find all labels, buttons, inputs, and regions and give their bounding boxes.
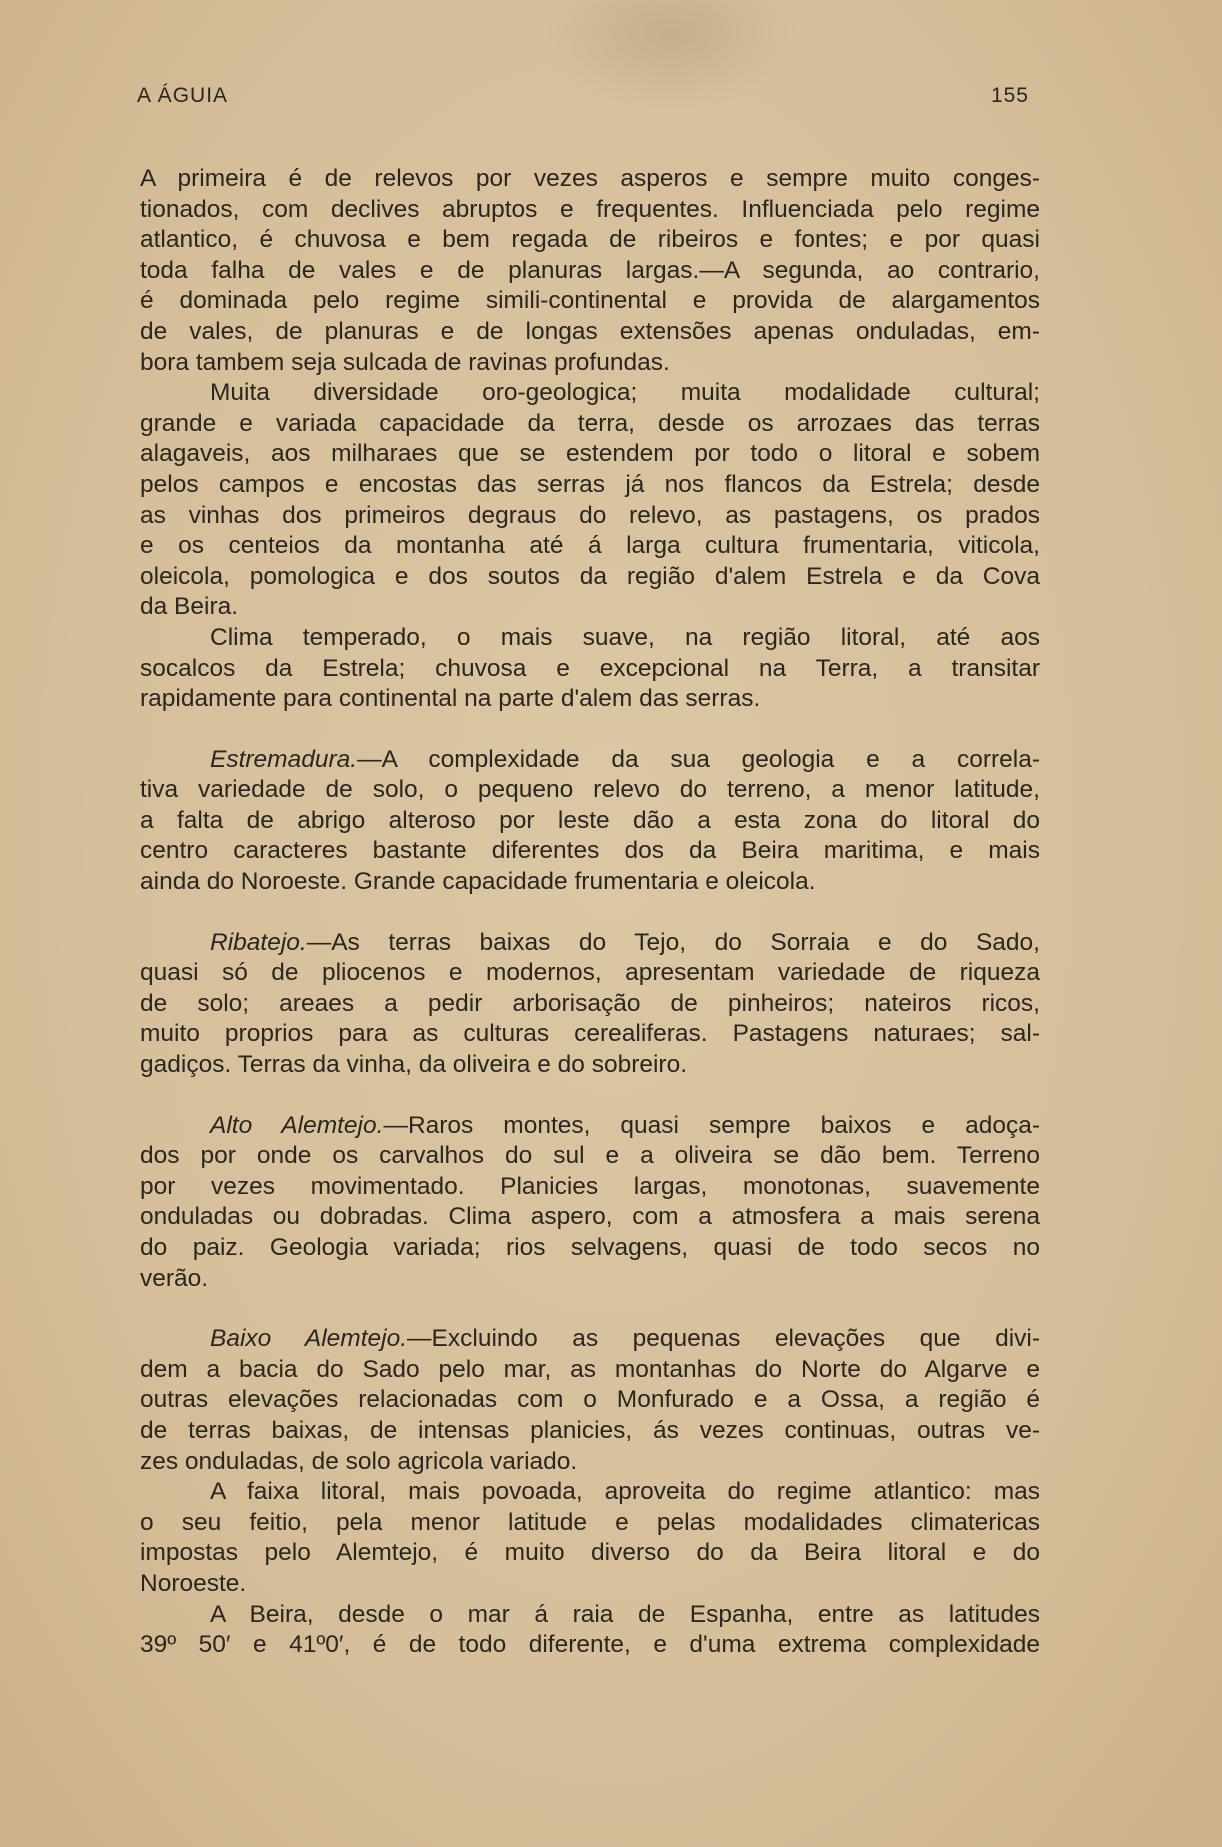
- text-line: pelos campos e encostas das serras já nos flancos da Estrela; desde: [140, 470, 1040, 498]
- section-term: Estremadura.: [210, 745, 358, 773]
- text-line: rapidamente para continental na parte d'alem das serras.: [140, 685, 761, 713]
- section-term: Ribatejo.: [210, 928, 307, 956]
- running-header: [137, 84, 1029, 114]
- text-line: dem a bacia do Sado pelo mar, as montanhas do Norte do Algarve e: [140, 1355, 1040, 1383]
- text-line: A primeira é de relevos por vezes asperos e sempre muito conges-: [140, 165, 1040, 192]
- text-line: tionados, com declives abruptos e frequentes. Influenciada pelo regime: [140, 195, 1040, 223]
- text-line: verão.: [140, 1264, 209, 1292]
- text-line: é dominada pelo regime simili-continental e provida de alargamentos: [140, 287, 1040, 315]
- text-line: [140, 745, 1040, 776]
- text-line: ainda do Noroeste. Grande capacidade frumentaria e oleicola.: [140, 868, 816, 896]
- paragraph-gap: [140, 1081, 1040, 1111]
- text-line: de terras baixas, de intensas planicies, ás vezes continuas, outras ve-: [140, 1416, 1040, 1444]
- text-line: oleicola, pomologica e dos soutos da região d'alem Estrela e da Cova: [140, 562, 1040, 590]
- text-line: [140, 1111, 1040, 1142]
- text-line: as vinhas dos primeiros degraus do relevo, as pastagens, os prados: [140, 501, 1040, 529]
- text-line: Noroeste.: [140, 1569, 247, 1597]
- text-line: grande e variada capacidade da terra, desde os arrozaes das terras: [140, 409, 1040, 437]
- journal-title: A ÁGUIA: [137, 84, 229, 107]
- text-line: quasi só de pliocenos e modernos, apresentam variedade de riqueza: [140, 959, 1040, 987]
- text-line: Muita diversidade oro-geologica; muita modalidade cultural;: [210, 379, 1040, 407]
- line-text: —Excluindo as pequenas elevações que divi-: [407, 1325, 1041, 1353]
- text-line: muito proprios para as culturas cerealiferas. Pastagens naturaes; sal-: [140, 1020, 1040, 1048]
- section-term: Alto Alemtejo.: [210, 1111, 384, 1139]
- text-line: Clima temperado, o mais suave, na região litoral, até aos: [210, 623, 1040, 651]
- text-line: A faixa litoral, mais povoada, aproveita do regime atlantico: mas: [210, 1478, 1040, 1506]
- text-line: de vales, de planuras e de longas extensões apenas onduladas, em-: [140, 317, 1040, 345]
- paragraph-gap: [140, 1294, 1040, 1324]
- text-line: bora tambem seja sulcada de ravinas profundas.: [140, 348, 670, 376]
- paragraph-gap: [140, 898, 1040, 928]
- paragraph-gap: [140, 715, 1040, 745]
- text-line: A Beira, desde o mar á raia de Espanha, entre as latitudes: [210, 1600, 1040, 1628]
- text-line: centro caracteres bastante diferentes dos da Beira maritima, e mais: [140, 837, 1040, 865]
- text-line: atlantico, é chuvosa e bem regada de ribeiros e fontes; e por quasi: [140, 226, 1040, 254]
- text-line: por vezes movimentado. Planicies largas, monotonas, suavemente: [140, 1172, 1040, 1200]
- text-line: [140, 1324, 1040, 1355]
- text-line: e os centeios da montanha até á larga cultura frumentaria, viticola,: [140, 532, 1040, 560]
- text-line: 39º 50′ e 41º0′, é de todo diferente, e d'uma extrema complexidade: [140, 1631, 1040, 1659]
- text-line: zes onduladas, de solo agricola variado.: [140, 1447, 578, 1475]
- text-line: onduladas ou dobradas. Clima aspero, com a atmosfera a mais serena: [140, 1203, 1040, 1231]
- text-line: alagaveis, aos milharaes que se estendem por todo o litoral e sobem: [140, 440, 1040, 468]
- page-number: 155: [990, 84, 1029, 107]
- body-text: [140, 164, 1040, 1661]
- text-line: toda falha de vales e de planuras largas.—A segunda, ao contrario,: [140, 256, 1040, 284]
- text-line: [140, 928, 1040, 959]
- text-line: socalcos da Estrela; chuvosa e excepcional na Terra, a transitar: [140, 654, 1040, 682]
- text-line: a falta de abrigo alteroso por leste dão a esta zona do litoral do: [140, 806, 1040, 834]
- text-line: dos por onde os carvalhos do sul e a oliveira se dão bem. Terreno: [140, 1142, 1040, 1170]
- text-line: de solo; areaes a pedir arborisação de pinheiros; nateiros ricos,: [140, 989, 1040, 1017]
- text-line: tiva variedade de solo, o pequeno relevo do terreno, a menor latitude,: [140, 776, 1040, 804]
- line-text: —Raros montes, quasi sempre baixos e adoça-: [383, 1111, 1041, 1139]
- text-line: o seu feitio, pela menor latitude e pelas modalidades climatericas: [140, 1508, 1040, 1536]
- section-term: Baixo Alemtejo.: [210, 1325, 408, 1353]
- text-line: da Beira.: [140, 593, 239, 621]
- text-line: outras elevações relacionadas com o Monfurado e a Ossa, a região é: [140, 1386, 1040, 1414]
- text-line: gadiços. Terras da vinha, da oliveira e do sobreiro.: [140, 1051, 688, 1079]
- text-line: do paiz. Geologia variada; rios selvagens, quasi de todo secos no: [140, 1234, 1040, 1261]
- text-line: impostas pelo Alemtejo, é muito diverso do da Beira litoral e do: [140, 1539, 1040, 1567]
- line-text: —A complexidade da sua geologia e a correla-: [357, 745, 1040, 773]
- line-text: —As terras baixas do Tejo, do Sorraia e do Sado,: [306, 928, 1040, 956]
